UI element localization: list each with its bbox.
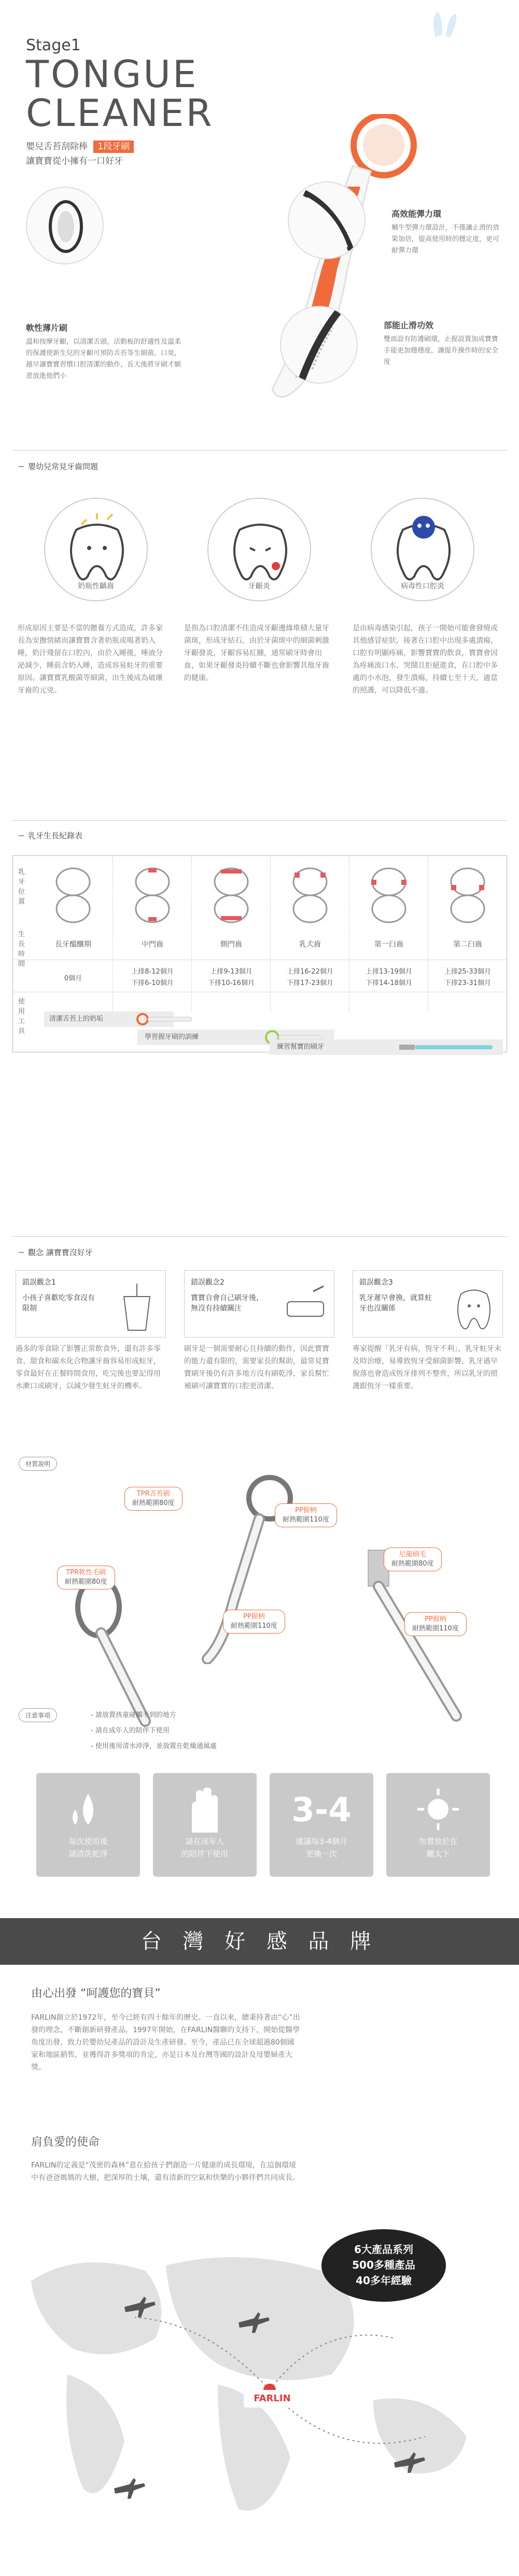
teeth-chart-icon xyxy=(447,866,488,923)
teeth-chart-icon xyxy=(368,866,410,923)
stage-column-0 xyxy=(34,856,113,1011)
stats-line-3: 40多年經驗 xyxy=(356,2274,412,2287)
tip-line-2: 請清洗乾淨 xyxy=(68,1849,108,1859)
stats-bubble xyxy=(321,2229,446,2302)
feature-text: 輔牛型彈力環設計，不僅讓止滑的效果加倍，提高使用時的穩定度，更可耐彈力環 xyxy=(391,224,500,255)
brand-banner: 台 灣 好 感 品 牌 xyxy=(0,1918,519,1965)
gum-chart-icon xyxy=(52,866,94,923)
toothbrush-diagram xyxy=(363,1545,498,1732)
stage-time-2: 下排23-31個月 xyxy=(444,979,491,987)
brand-heading: 由心出發 “呵護您的寶貝” xyxy=(31,1987,161,2000)
tip-card-2 xyxy=(153,1773,257,1877)
bunny-icon xyxy=(425,6,461,43)
stage-column-1 xyxy=(113,856,191,1011)
teeth-chart-icon xyxy=(132,866,173,923)
mistake-text: 刷牙是一個需要耐心且持續的動作，因此寶寶的能力還有限的，需要家長的幫助，最常見寶寶刷牙後仍有許多地方沒有刷乾淨，家長幫忙補刷可讓寶寶的口腔更清潔。 xyxy=(184,1345,329,1390)
note-text: 使用後用清水沖淨，並放置在乾燥通風處 xyxy=(95,1742,217,1750)
feature-soft-brush xyxy=(26,321,181,382)
material-label-2 xyxy=(275,1503,337,1527)
materials-title: 材質說明 xyxy=(19,1457,57,1471)
hand-icon xyxy=(181,1786,228,1835)
material-name: PP握柄 xyxy=(425,1615,446,1623)
material-label-5 xyxy=(223,1610,285,1634)
material-name: TPR軟性毛刷 xyxy=(66,1569,106,1576)
tooth-caption: 奶瓶性齲齒 xyxy=(78,582,114,590)
tip-text xyxy=(153,1835,257,1860)
note-text: 請放置孩童碰觸不到的地方 xyxy=(95,1711,176,1719)
teeth-chart-icon xyxy=(289,866,331,923)
anti-slip-closeup xyxy=(280,306,358,384)
stage-label: Stage1 xyxy=(26,36,81,54)
tongue-cleaner-icon xyxy=(132,1011,194,1027)
number-icon: 3-4 xyxy=(291,1791,352,1829)
tip-text xyxy=(270,1835,373,1860)
snack-cup-icon xyxy=(114,1281,160,1333)
subtitle-row xyxy=(26,139,134,152)
stage-time-2: 下排17-23個月 xyxy=(287,979,333,987)
subtitle: 嬰兒舌苔刮除棒 xyxy=(26,142,88,152)
material-name: PP握柄 xyxy=(243,1613,265,1621)
section-title-problems: 嬰幼兒常見牙齒問題 xyxy=(19,458,107,475)
feature-title: 高效能彈力環 xyxy=(391,209,442,219)
stage-time-1: 上排13-19個月 xyxy=(366,968,412,976)
stage-name: 第一臼齒 xyxy=(374,940,403,949)
section-title-growth: 乳牙生長紀錄表 xyxy=(19,827,92,844)
problem-text-3: 是由病毒感染引起，孩子一開始可能會發燒或其他感冒症狀，接著在口腔中出現多處潰瘍，口腔有明顯疼痛，影響寶寶的飲食，寶寶會因為疼痛流口水、哭鬧且拒絕進食，在口腔中多處的小水泡，發生潰瘍，持續七至十天，適當的照護，可以降低不適。 xyxy=(353,624,498,695)
material-label-3 xyxy=(384,1547,442,1571)
mistake-text: 過多的零食除了影響正常飲食外，還有許多零食、甜食和碳水化合物讓牙齒容易形成蛀牙，零食最好在正餐時間食用，吃完後也要記得用水漱口或刷牙，以減少發生蛀牙的機率。 xyxy=(16,1345,161,1390)
hero-section xyxy=(0,0,519,425)
tip-card-1 xyxy=(36,1773,140,1877)
mistake-head: 小孩子喜歡吃零食沒有限制 xyxy=(22,1294,95,1313)
stage-time-1: 上排9-13個月 xyxy=(210,968,253,976)
title-line-1: TONGUE xyxy=(26,52,199,96)
material-label-4 xyxy=(57,1566,115,1589)
stage-time-1: 0個月 xyxy=(64,975,82,982)
material-temp: 耐熱範圍80度 xyxy=(65,1578,107,1586)
mission-text: FARLIN的定義是“茂密的森林”意在給孩子們創造一片健康的成長環境，在這個環境中有爸爸媽媽的大樹，把深厚的土壤，還有清新的空氣和快樂的小夥伴們共同成長。 xyxy=(31,2161,300,2182)
divider xyxy=(12,820,507,821)
mistake-card-2 xyxy=(184,1270,334,1392)
feature-title: 部能止滑功效 xyxy=(384,320,434,330)
stage-name: 第二臼齒 xyxy=(453,940,482,949)
row-label-time: 生長時間 xyxy=(18,931,25,968)
note-1: - 請放置孩童碰觸不到的地方 xyxy=(91,1711,176,1719)
toothpaste-icon xyxy=(282,1281,329,1333)
stage-time-1: 上排25-33個月 xyxy=(444,968,491,976)
stats-line-1: 6大產品系列 xyxy=(354,2243,413,2256)
material-name: 尼龍刷毛 xyxy=(399,1551,426,1558)
feature-high-elastic xyxy=(391,207,506,257)
mistake-number: 錯誤觀念1 xyxy=(22,1278,56,1287)
tip-line-1: 每次使用後 xyxy=(68,1837,108,1846)
toothbrush-icon xyxy=(394,1038,498,1056)
tip-card-3 xyxy=(270,1773,373,1877)
section-title-mistakes: 觀念 讓寶寶沒好牙 xyxy=(19,1244,102,1261)
farlin-logo: FARLIN xyxy=(244,2390,301,2408)
stage-time-2: 下排10-16個月 xyxy=(208,979,255,987)
stage-time-2: 下排14-18個月 xyxy=(366,979,412,987)
tip-text xyxy=(36,1835,140,1860)
feature-anti-slip xyxy=(384,319,503,368)
material-temp: 耐熱範圍110度 xyxy=(412,1625,459,1632)
mistake-head: 寶寶自會自己刷牙後，無沒有持續關注 xyxy=(191,1294,263,1313)
title-line-2: CLEANER xyxy=(26,91,214,135)
stage-time-2: 下排6-10個月 xyxy=(131,979,174,987)
material-label-1 xyxy=(124,1487,183,1511)
teeth-chart-icon xyxy=(211,866,252,923)
stage-name: 中門齒 xyxy=(142,940,163,949)
elastic-ring-closeup xyxy=(288,181,366,259)
water-drops-icon xyxy=(67,1789,109,1835)
tip-line-2: 更換一次 xyxy=(305,1849,337,1859)
tool-bar-2: 學習握牙刷的訓練 xyxy=(137,1030,334,1045)
stage-name: 長牙醞釀期 xyxy=(55,940,91,949)
stats-line-2: 500多種產品 xyxy=(352,2259,415,2271)
mistake-card-3 xyxy=(353,1270,503,1392)
subtitle-2: 讓寶寶從小擁有一口好牙 xyxy=(26,156,123,166)
mistake-number: 錯誤觀念3 xyxy=(359,1278,393,1287)
stage-column-3 xyxy=(270,856,349,1011)
material-label-6 xyxy=(404,1612,467,1636)
note-2: - 請在成年人的陪伴下使用 xyxy=(91,1727,170,1735)
soft-brush-closeup xyxy=(26,187,104,264)
mission-title: 肩負愛的使命 xyxy=(31,2136,100,2149)
growth-table xyxy=(12,855,507,1052)
tool-bar-1: 清潔舌苔上的奶垢 xyxy=(44,1011,174,1027)
feature-title: 軟性薄片刷 xyxy=(26,323,68,333)
notes-title: 注意事項 xyxy=(19,1708,57,1722)
material-temp: 耐熱範圍110度 xyxy=(231,1622,277,1630)
stage-badge: 1段牙刷 xyxy=(93,140,134,153)
feature-text: 溫和按摩牙齦，以清潔舌頭，活動板的舒適性及溫柔的保護使新生兒的牙齦可預防舌苔等生細菌、口臭，越早讓寶寶習慣口腔清潔的動作，長大後將牙刷才願意放進他們小 xyxy=(26,338,181,380)
mistake-number: 錯誤觀念2 xyxy=(191,1278,225,1287)
stage-column-4 xyxy=(349,856,428,1011)
problem-text-2: 是指為口腔清潔不佳造成牙齦邊緣堆積大量牙菌斑，形成牙結石，由於牙菌斑中的細菌刺激牙齦發炎，牙齦容易紅腫，通常刷牙時會出血，如果牙齦發炎持續不斷也會影響其他牙齒的健康。 xyxy=(184,624,329,682)
mistake-text: 專家提醒「乳牙有病，恆牙不利」，乳牙蛀牙未及時治療，易導致恆牙受細菌影響，乳牙過早脫落也會造成恆牙排列不整齊，所以乳牙的照護跟恆牙一樣重要。 xyxy=(353,1345,501,1390)
tool-bar-3: 練習幫寶的刷牙 xyxy=(270,1039,503,1055)
mistake-card-1 xyxy=(16,1270,166,1392)
problem-text-1: 形成原因主要是不當的餵養方式造成，許多家長為安撫情緒而讓寶寶含著奶瓶或喝著奶入睡，奶汁殘留在口腔內，由於入睡後，唾液分泌減少，睡前含奶入睡，造成容易蛀牙的重要原因。讓寶寶乳酸菌等細菌，出生後成為破壞牙齒的元兇。 xyxy=(18,624,163,695)
stage-name: 乳犬齒 xyxy=(299,940,321,949)
stage-column-2 xyxy=(191,856,270,1011)
material-name: PP握柄 xyxy=(295,1507,317,1514)
note-text: 請在成年人的陪伴下使用 xyxy=(95,1727,170,1735)
row-label-tools: 使用工具 xyxy=(18,998,25,1035)
feature-text: 雙面設有防護刷環，止握設置加成寶寶手能更加穩穩度，讓提升操作時的安全度 xyxy=(384,335,499,366)
brand-paragraph: FARLIN創立於1972年，至今已經有四十餘年的歷史。一直以來，總秉持著由“心”出發的理念，不斷創新研發產品，1997年開始，在FARLIN醫聯的支持下，開始從醫學角度出發，致力於嬰幼兒產品的設計及生產研發。至今，產品已在全球超過80個國家和地區銷售，並獲得許多獎項的肯定，亦是日本及台灣等國的設計及母嬰婦產大獎。 xyxy=(31,2014,300,2072)
tooth-caption: 牙齦炎 xyxy=(248,582,270,590)
divider xyxy=(12,1236,507,1237)
row-label-position: 乳牙位置 xyxy=(18,868,25,906)
tip-card-4 xyxy=(386,1773,490,1877)
tip-line-2: 曬太下 xyxy=(426,1849,450,1859)
tooth-caption: 病毒性口腔炎 xyxy=(401,582,444,590)
stage-column-5 xyxy=(428,856,507,1011)
tip-text xyxy=(386,1835,490,1860)
material-temp: 耐熱範圍80度 xyxy=(132,1499,175,1507)
note-3: - 使用後用清水沖淨，並放置在乾燥通風處 xyxy=(91,1742,217,1750)
tip-line-1: 請在成年人 xyxy=(185,1837,225,1846)
stage-time-1: 上排16-22個月 xyxy=(287,968,333,976)
stage-name: 側門齒 xyxy=(220,940,242,949)
sun-icon xyxy=(415,1786,461,1833)
material-temp: 耐熱範圍80度 xyxy=(391,1560,434,1568)
stage-time-1: 上排8-12個月 xyxy=(131,968,174,976)
sad-tooth-icon xyxy=(451,1281,497,1333)
tip-line-2: 的陪伴下使用 xyxy=(181,1849,228,1859)
material-name: TPR舌苔刷 xyxy=(136,1490,170,1498)
divider xyxy=(12,450,507,451)
mistake-head: 乳牙遲早會換，就算蛀牙也沒關係 xyxy=(359,1294,432,1313)
material-temp: 耐熱範圍110度 xyxy=(283,1516,329,1524)
tip-line-1: 勿置放於在 xyxy=(418,1837,458,1846)
tip-line-1: 建議每3-4個月 xyxy=(296,1837,347,1846)
